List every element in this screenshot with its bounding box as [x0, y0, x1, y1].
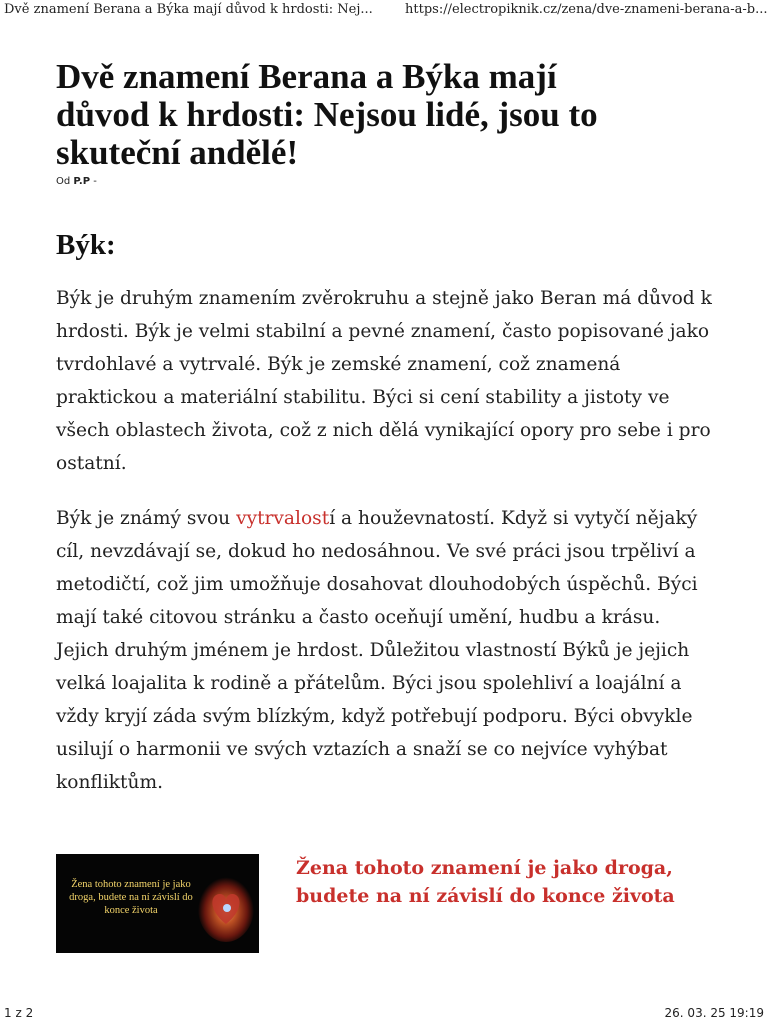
- article-title: Dvě znamení Berana a Býka mají důvod k hrdosti: Nejsou lidé, jsou to skuteční andělé!: [56, 57, 598, 172]
- related-article-title[interactable]: Žena tohoto znamení je jako droga, budete na ní závislí do konce života: [296, 857, 675, 907]
- related-article[interactable]: [56, 854, 716, 954]
- byline-prefix: Od: [56, 176, 71, 187]
- print-header-url: https://electropiknik.cz/zena/dve-znameni-berana-a-b...: [405, 2, 768, 17]
- byline: [56, 176, 716, 187]
- heart-glow-icon: [196, 864, 258, 944]
- page-number: 1 z 2: [4, 1006, 34, 1020]
- byline-suffix: -: [93, 176, 97, 187]
- print-header-title: Dvě znamení Berana a Býka mají důvod k hrdosti: Nej...: [4, 2, 373, 17]
- article: [56, 57, 716, 793]
- related-thumbnail-text: Žena tohoto znamení je jako droga, budete na ní závislí do konce života: [69, 879, 193, 916]
- paragraph-1: Býk je druhým znamením zvěrokruhu a stejně jako Beran má důvod k hrdosti. Býk je velmi stabilní a pevné znamení, často popisované jako tvrdohlavé a vytrvalé. Býk je zemské znamení, což znamená praktickou a materiální stabilitu. Býci si cení stability a jistoty ve všech oblastech života, což z nich dělá vynikající opory pro sebe i pro ostatní.: [56, 288, 712, 474]
- author-link[interactable]: P.P: [73, 176, 91, 187]
- print-footer: [0, 1002, 768, 1024]
- related-thumbnail[interactable]: [56, 854, 259, 953]
- print-datetime: 26. 03. 25 19:19: [664, 1006, 764, 1020]
- print-header: [0, 0, 768, 22]
- paragraph-2-rest: í a houževnatostí. Když si vytyčí nějaký cíl, nevzdávají se, dokud ho nedosáhnou. Ve své práci jsou trpěliví a metodičtí, což jim umožňuje dosahovat dlouhodobých úspěchů. Býci mají také citovou stránku a často oceňují umění, hudbu a krásu. Jejich druhým jménem je hrdost. Důležitou vlastností Býků je jejich velká loajalita k rodině a přátelům. Býci jsou spolehliví a loajální a vždy kryjí záda svým blízkým, když potřebují podporu. Býci obvykle usilují o harmonii ve svých vztazích a snaží se co nejvíce vyhýbat konfliktům.: [56, 508, 698, 793]
- paragraph-2-start: Býk je známý svou: [56, 508, 237, 529]
- section-heading: Býk:: [56, 229, 116, 261]
- paragraph-2: [56, 502, 716, 799]
- vytrvalost-link[interactable]: vytrvalost: [236, 508, 330, 529]
